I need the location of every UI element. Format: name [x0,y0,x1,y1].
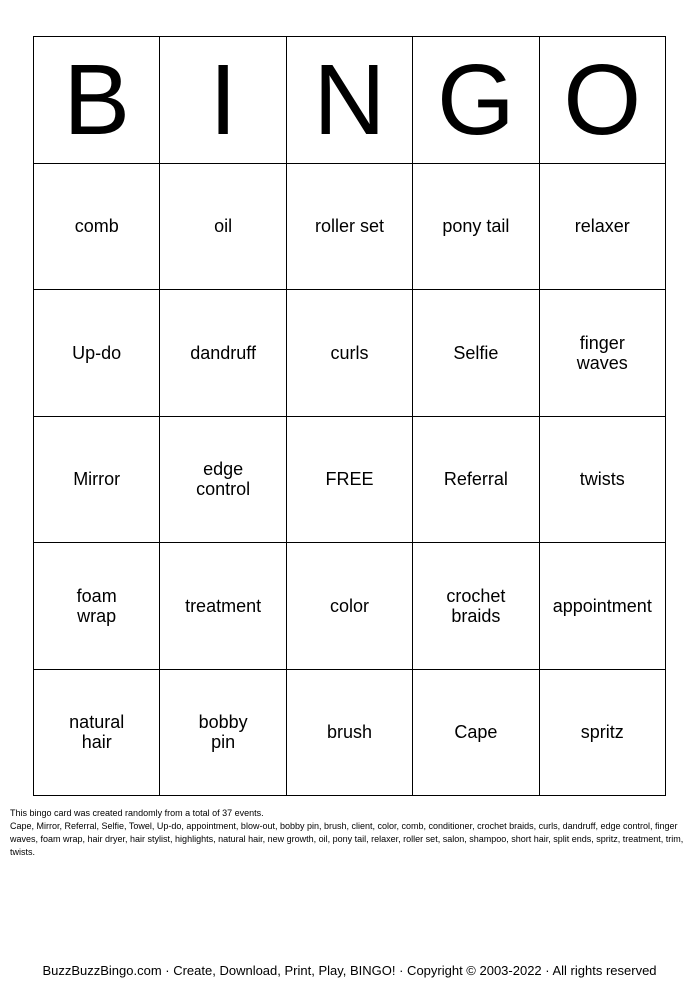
cell-text: twists [579,469,625,490]
bingo-cell [160,543,286,670]
bingo-cell [287,670,413,797]
cell-text-line-2: waves [576,352,628,373]
cell-text: curls [330,342,369,363]
cell-text-line-1: foam [76,585,117,606]
cell-text-line-2: braids [451,605,501,626]
cell-text: Referral [443,469,508,490]
bingo-cell [160,670,286,797]
cell-text: spritz [580,722,624,743]
bingo-cell [540,164,666,291]
header-letter-b: B [34,37,160,164]
header-letter-o: O [540,37,666,164]
cell-text-line-1: natural [69,712,125,733]
bingo-cell [160,290,286,417]
cell-text: Selfie [453,342,499,363]
bingo-cell [413,290,539,417]
bingo-cell [540,417,666,544]
cell-text: Cape [454,722,498,743]
bingo-cell [540,543,666,670]
bingo-cell [34,417,160,544]
cell-text-line-1: crochet [446,585,506,606]
cell-text: treatment [185,595,262,616]
bingo-cell [34,164,160,291]
cell-text: relaxer [574,216,630,237]
cell-text: comb [74,216,119,237]
bingo-cell [413,543,539,670]
cell-text-line-2: hair [81,732,112,753]
header-letter-n: N [287,37,413,164]
cell-text: Up-do [72,342,122,363]
cell-text: dandruff [190,342,256,363]
cell-text: color [329,595,369,616]
cell-text: roller set [314,216,384,237]
cell-text-line-2: control [196,479,251,500]
bingo-cell [413,670,539,797]
cell-text: oil [214,216,233,237]
bingo-card [33,36,666,796]
footnote-event-list: Cape, Mirror, Referral, Selfie, Towel, Up-do, appointment, blow-out, bobby pin, brush, client, color, comb, conditioner, crochet braids, curls, dandruff, edge control, finger waves, foam wrap, hair dryer, hair stylist, highlights, natural hair, new growth, oil, pony tail, relaxer, roller set, salon, shampoo, short hair, split ends, spritz, treatment, trim, twists. [10,821,684,857]
footnote-intro: This bingo card was created randomly from a total of 37 events. [10,808,264,818]
cell-text: appointment [552,595,652,616]
cell-text-line-1: bobby [198,712,248,733]
card-footnote [10,807,690,859]
cell-text: brush [326,722,372,743]
cell-text-line-2: wrap [77,605,117,626]
bingo-cell [413,164,539,291]
header-letter-i: I [160,37,286,164]
cell-text-line-2: pin [211,732,236,753]
bingo-cell [540,290,666,417]
bingo-cell [34,290,160,417]
free-space-cell [287,417,413,544]
bingo-cell [160,164,286,291]
bingo-cell [287,290,413,417]
cell-text-line-1: edge [203,459,244,480]
cell-text: Mirror [73,469,121,490]
header-letter-g: G [413,37,539,164]
bingo-cell [413,417,539,544]
bingo-cell [287,543,413,670]
bingo-cell [34,670,160,797]
bingo-cell [540,670,666,797]
bingo-cell [287,164,413,291]
cell-text: pony tail [442,216,510,237]
free-space-text: FREE [325,469,374,490]
cell-text-line-1: finger [579,332,625,353]
bingo-cell [160,417,286,544]
bingo-cell [34,543,160,670]
page-footer: BuzzBuzzBingo.com · Create, Download, Print, Play, BINGO! · Copyright © 2003-2022 · All rights reserved [42,963,657,978]
